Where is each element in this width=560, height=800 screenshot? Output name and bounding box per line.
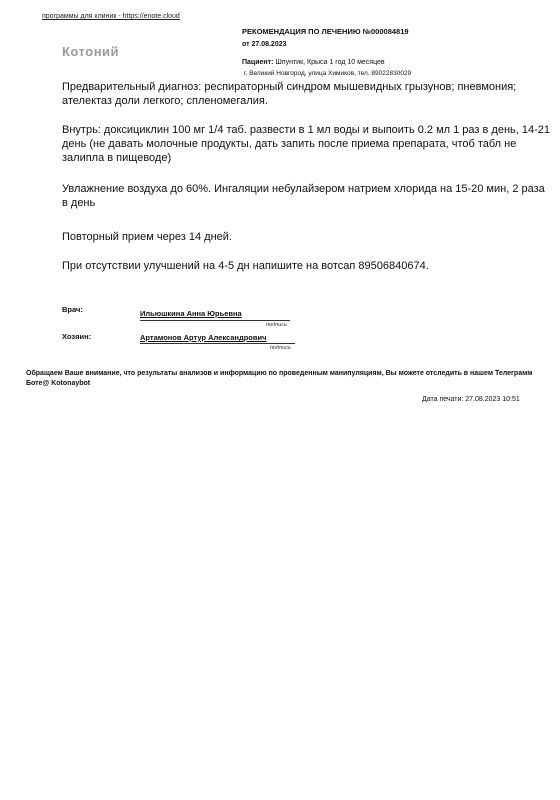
followup-text: Повторный прием через 14 дней. [62, 231, 232, 243]
print-date: Дата печати: 27.08.2023 10:51 [422, 396, 520, 403]
patient-label: Пациент: [242, 59, 274, 66]
doctor-name: Ильюшкина Анна Юрьевна [140, 309, 242, 318]
patient-value: Шпунтик, Крыса 1 год 10 месяцев [275, 59, 385, 66]
owner-signature-line [140, 343, 295, 344]
doctor-signature-line [140, 320, 290, 321]
recommendation-date: от 27.08.2023 [242, 41, 287, 48]
telegram-notice: Обращаем Ваше внимание, что результаты анализов и информацию по проведенным манипуляциям, Вы можете отследить в нашем Телеграмм Боте@ Kotonaybot [26, 370, 533, 387]
clinic-logo [62, 44, 119, 59]
owner-sign-caption: подпись [270, 345, 291, 351]
owner-label: Хозяин: [62, 332, 92, 341]
recommendation-title: РЕКОМЕНДАЦИЯ ПО ЛЕЧЕНИЮ №000084819 [242, 27, 409, 36]
patient-address: г. Великий Новгород, улица Химиков, тел. 89022830029 [244, 70, 412, 77]
owner-name: Артамонов Артур Александрович [140, 333, 267, 342]
no-improvement-text: При отсутствии улучшений на 4-5 дн напишите на вотсап 89506840674. [62, 260, 429, 272]
diagnosis-text: Предварительный диагноз: респираторный синдром мышевидных грызунов; пневмония; ателектаз доли легкого; спленомегалия. [62, 81, 517, 107]
kotoniy-logo-icon: Котоний [62, 44, 120, 59]
humidity-text: Увлажнение воздуха до 60%. Ингаляции небулайзером натрием хлорида на 15-20 мин, 2 раза в день [62, 183, 545, 209]
doctor-label: Врач: [62, 305, 83, 314]
doctor-sign-caption: подпись [266, 322, 287, 328]
patient-info [242, 59, 385, 66]
clinic-software-link[interactable]: программы для клиник - https://enote.cloud [42, 13, 180, 20]
treatment-text: Внутрь: доксициклин 100 мг 1/4 таб. развести в 1 мл воды и выпоить 0.2 мл 1 раз в день, 14-21 день (не давать молочные продукты, дать запить после приема препарата, чтоб табл не залипла в пищеводе) [62, 124, 551, 164]
